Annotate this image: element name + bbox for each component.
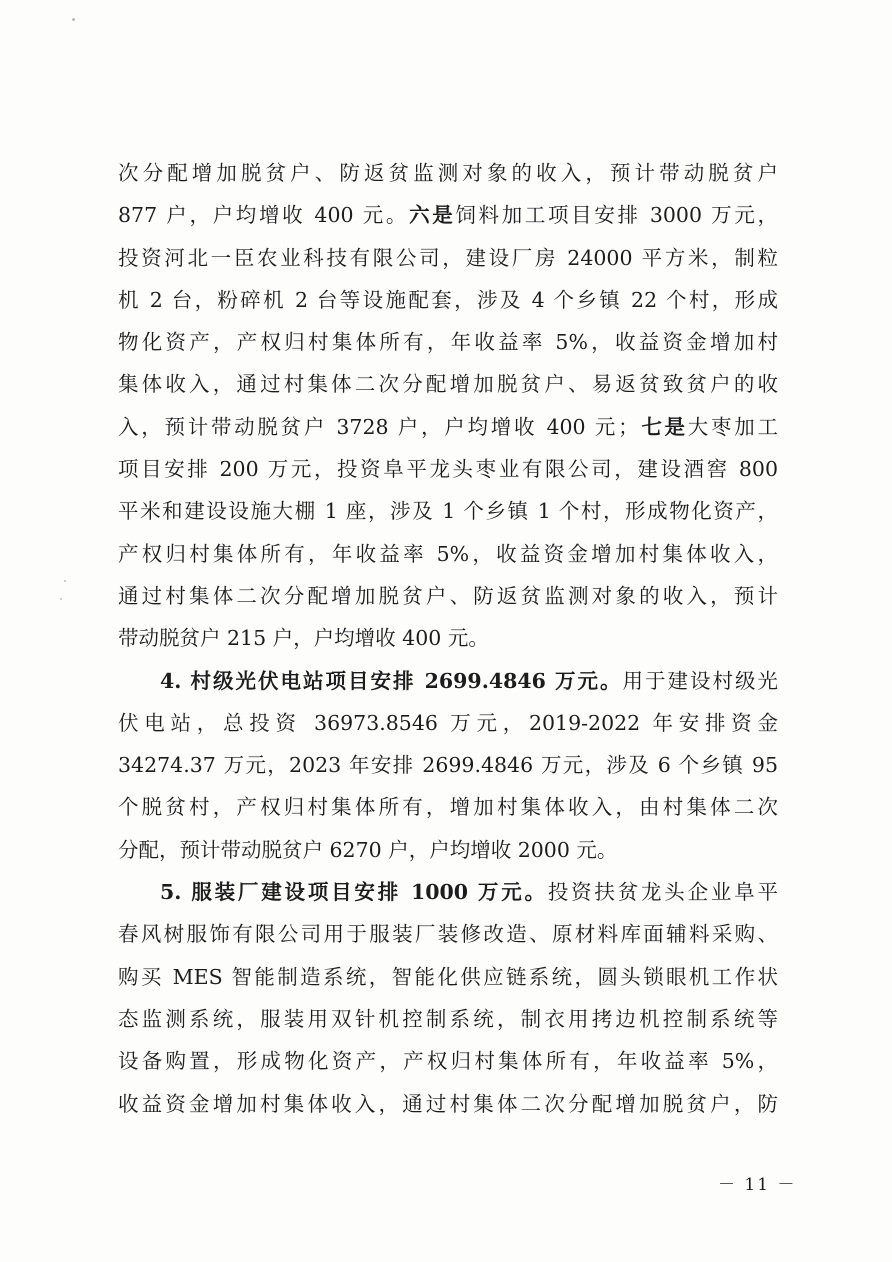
text-line: 物化资产，产权归村集体所有，年收益率 5%，收益资金增加村 (118, 330, 778, 355)
section-5-heading-line: 5. 服装厂建设项目安排 1000 万元。投资扶贫龙头企业阜平 (160, 880, 778, 905)
item-6-lead: 六是 (409, 203, 456, 228)
body-text (118, 152, 778, 1125)
text-line: 34274.37 万元，2023 年安排 2699.4846 万元，涉及 6 个乡镇 95 (118, 753, 778, 778)
scan-speck (72, 18, 75, 21)
scan-speck (64, 580, 66, 582)
section-4-heading-line: 4. 村级光伏电站项目安排 2699.4846 万元。用于建设村级光 (160, 668, 778, 693)
text-line: 入，预计带动脱贫户 3728 户，户均增收 400 元；七是大枣加工 (118, 414, 778, 439)
section-4-heading: 4. 村级光伏电站项目安排 2699.4846 万元。 (160, 668, 623, 693)
section-5-heading: 5. 服装厂建设项目安排 1000 万元。 (160, 880, 548, 905)
text-line: 平米和建设设施大棚 1 座，涉及 1 个乡镇 1 个村，形成物化资产， (118, 499, 778, 524)
text-line: 伏电站，总投资 36973.8546 万元，2019-2022 年安排资金 (118, 710, 778, 735)
text-line: 带动脱贫户 215 户，户均增收 400 元。 (118, 626, 489, 651)
text-line: 分配，预计带动脱贫户 6270 户，户均增收 2000 元。 (118, 837, 618, 862)
text-line: 产权归村集体所有，年收益率 5%，收益资金增加村集体收入， (118, 541, 778, 566)
text-line: 集体收入，通过村集体二次分配增加脱贫户、易返贫致贫户的收 (118, 372, 778, 397)
text-line: 个脱贫村，产权归村集体所有，增加村集体收入，由村集体二次 (118, 795, 778, 820)
text-line: 设备购置，形成物化资产，产权归村集体所有，年收益率 5%， (118, 1049, 778, 1074)
text-line: 通过村集体二次分配增加脱贫户、防返贫监测对象的收入，预计 (118, 583, 778, 608)
text-line: 次分配增加脱贫户、防返贫监测对象的收入，预计带动脱贫户 (118, 161, 778, 185)
text-line: 机 2 台，粉碎机 2 台等设施配套，涉及 4 个乡镇 22 个村，形成 (118, 287, 778, 312)
text-line: 项目安排 200 万元，投资阜平龙头枣业有限公司，建设酒窖 800 (118, 457, 778, 482)
text-line: 投资河北一臣农业科技有限公司，建设厂房 24000 平方米，制粒 (118, 245, 778, 270)
text-line: 购买 MES 智能制造系统，智能化供应链系统，圆头锁眼机工作状 (118, 964, 778, 989)
text-line: 877 户，户均增收 400 元。六是饲料加工项目安排 3000 万元， (118, 203, 778, 228)
item-7-lead: 七是 (638, 414, 688, 439)
page-number: － 11 － (718, 1175, 797, 1195)
text-line: 春风树服饰有限公司用于服装厂装修改造、原材料库面辅料采购、 (118, 922, 778, 947)
text-line: 态监测系统，服装用双针机控制系统，制衣用拷边机控制系统等 (118, 1006, 778, 1031)
text-line: 收益资金增加村集体收入，通过村集体二次分配增加脱贫户，防 (118, 1091, 778, 1116)
scan-speck (60, 598, 62, 600)
